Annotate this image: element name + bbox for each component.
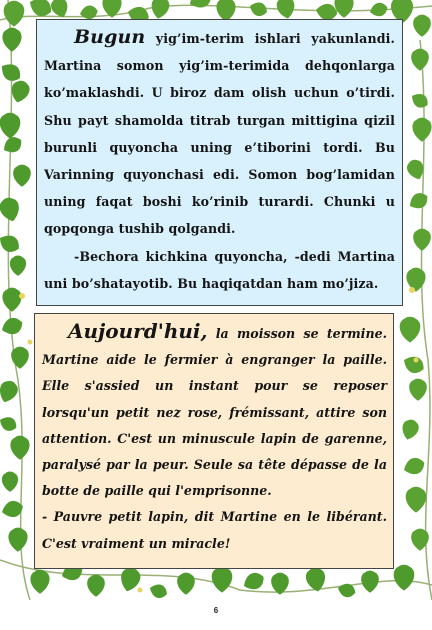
french-lead-word: Aujourd'hui,: [68, 319, 208, 343]
french-text-box: [34, 313, 394, 569]
page-number: 6: [213, 606, 219, 615]
uzbek-paragraph-1-text: yig’im-terim ishlari yakunlandi. Martina somon yig’im-terimida dehqonlarga ko’maklashdi. U biroz dam olish uchun o’tirdi. Shu payt shamolda titrab turgan mittigina qizil burunli quyoncha uning e’tiborini tordi. Bu Varinning quyonchasi edi. Somon bog’lamidan uning faqat boshi ko’rinib turardi. Chunki u qopqonga tushib qolgandi.: [44, 31, 395, 237]
uzbek-paragraph-1: [44, 24, 395, 243]
uzbek-lead-word: Bugun: [74, 26, 146, 48]
french-paragraph-1: [42, 318, 387, 504]
french-paragraph-2: - Pauvre petit lapin, dit Martine en le libérant. C'est vraiment un miracle!: [42, 509, 387, 551]
uzbek-paragraph-2: -Bechora kichkina quyoncha, -dedi Martina uni bo’shatayotib. Bu haqiqatdan ham mo’jiza.: [44, 248, 395, 291]
uzbek-text-box: [36, 19, 403, 306]
french-paragraph-1-text: la moisson se termine. Martine aide le fermier à engranger la paille. Elle s'assied un instant pour se reposer lorsqu'un petit nez rose, frémissant, attire son attention. C'est un minuscule lapin de garenne, paralysé par la peur. Seule sa tête dépasse de la botte de paille qui l'emprisonne.: [42, 326, 387, 499]
